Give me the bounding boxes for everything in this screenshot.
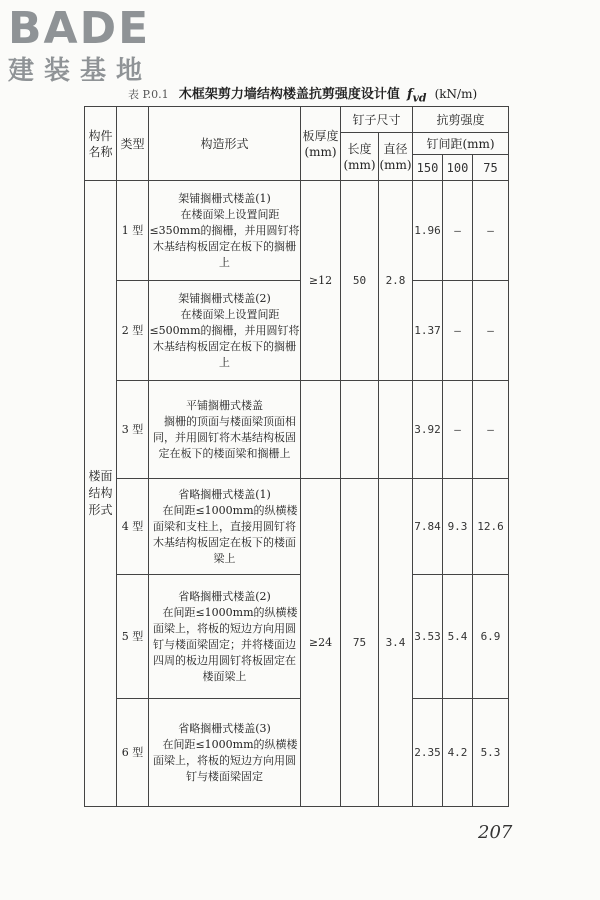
symbol-subscript: vd <box>412 91 427 105</box>
construction-cell <box>149 281 301 381</box>
construction-title: 架铺搁栅式楼盖(2) <box>178 291 271 305</box>
thickness-cell: ≥24 <box>301 479 341 807</box>
table-row <box>85 381 509 479</box>
type-cell: 4 型 <box>117 479 149 575</box>
type-cell: 5 型 <box>117 575 149 699</box>
table-row <box>85 479 509 575</box>
table-number: 表 P.0.1 <box>128 88 169 101</box>
strength-75-cell: 6.9 <box>473 575 509 699</box>
strength-100-cell: 4.2 <box>443 699 473 807</box>
page-number: 207 <box>478 822 513 843</box>
construction-cell <box>149 699 301 807</box>
strength-150-cell: 2.35 <box>413 699 443 807</box>
strength-100-cell: 9.3 <box>443 479 473 575</box>
strength-150-cell: 1.96 <box>413 181 443 281</box>
construction-title: 省略搁栅式楼盖(3) <box>178 721 271 735</box>
header-spacing-75: 75 <box>473 155 509 181</box>
diameter-cell: 2.8 <box>379 181 413 381</box>
header-spacing-150: 150 <box>413 155 443 181</box>
table-row <box>85 699 509 807</box>
header-thickness: 板厚度(mm) <box>301 107 341 181</box>
shear-strength-table <box>84 106 509 807</box>
brand-logo <box>8 3 153 86</box>
table-row <box>85 181 509 281</box>
construction-desc: 在楼面梁上设置间距≤350mm的搁栅，并用圆钉将木基结构板固定在板下的搁栅上 <box>149 207 300 269</box>
construction-desc: 在间距≤1000mm的纵横楼面梁上，将板的短边方向用圆钉与楼面梁固定 <box>153 737 298 783</box>
strength-150-cell: 1.37 <box>413 281 443 381</box>
length-cell-empty <box>341 381 379 479</box>
construction-title: 省略搁栅式楼盖(1) <box>178 487 271 501</box>
strength-75-cell: — <box>473 381 509 479</box>
construction-cell <box>149 181 301 281</box>
strength-150-cell: 7.84 <box>413 479 443 575</box>
header-row-1 <box>85 107 509 133</box>
symbol-f: f <box>406 87 413 102</box>
construction-title: 省略搁栅式楼盖(2) <box>178 589 271 603</box>
length-cell: 75 <box>341 479 379 807</box>
strength-100-cell: — <box>443 381 473 479</box>
type-cell: 2 型 <box>117 281 149 381</box>
length-cell: 50 <box>341 181 379 381</box>
strength-75-cell: — <box>473 181 509 281</box>
table-row <box>85 281 509 381</box>
construction-desc: 在间距≤1000mm的纵横楼面梁和支柱上，直接用圆钉将木基结构板固定在板下的楼面梁上 <box>153 503 298 565</box>
header-nail-size: 钉子尺寸 <box>341 107 413 133</box>
header-strength: 抗剪强度 <box>413 107 509 133</box>
strength-100-cell: — <box>443 181 473 281</box>
table-title: 木框架剪力墙结构楼盖抗剪强度设计值 <box>178 87 400 102</box>
strength-150-cell: 3.53 <box>413 575 443 699</box>
header-spacing: 钉间距(mm) <box>413 133 509 155</box>
strength-100-cell: 5.4 <box>443 575 473 699</box>
strength-75-cell: — <box>473 281 509 381</box>
header-construction: 构造形式 <box>149 107 301 181</box>
construction-cell <box>149 381 301 479</box>
table-caption <box>128 83 588 105</box>
diameter-cell-empty <box>379 381 413 479</box>
diameter-cell: 3.4 <box>379 479 413 807</box>
type-cell: 1 型 <box>117 181 149 281</box>
thickness-cell: ≥12 <box>301 181 341 381</box>
header-spacing-100: 100 <box>443 155 473 181</box>
construction-title: 架铺搁栅式楼盖(1) <box>178 191 271 205</box>
construction-desc: 在楼面梁上设置间距≤500mm的搁栅，并用圆钉将木基结构板固定在板下的搁栅上 <box>149 307 300 369</box>
strength-75-cell: 5.3 <box>473 699 509 807</box>
construction-title: 平铺搁栅式楼盖 <box>186 398 263 412</box>
strength-100-cell: — <box>443 281 473 381</box>
type-cell: 6 型 <box>117 699 149 807</box>
construction-cell <box>149 575 301 699</box>
table-unit: (kN/m) <box>434 87 478 101</box>
logo-subtitle: 建装基地 <box>8 56 153 86</box>
construction-desc: 搁栅的顶面与楼面梁顶面相同，并用圆钉将木基结构板固定在板下的楼面梁和搁栅上 <box>153 414 296 460</box>
table-row <box>85 575 509 699</box>
construction-cell <box>149 479 301 575</box>
thickness-cell-empty <box>301 381 341 479</box>
logo-wordmark: BADE <box>8 3 151 54</box>
header-diameter: 直径(mm) <box>379 133 413 181</box>
construction-desc: 在间距≤1000mm的纵横楼面梁上，将板的短边方向用圆钉与楼面梁固定；并将楼面边四周的板边用圆钉将板固定在楼面梁上 <box>153 605 298 683</box>
type-cell: 3 型 <box>117 381 149 479</box>
formula-symbol <box>406 87 427 105</box>
strength-75-cell: 12.6 <box>473 479 509 575</box>
component-name-cell: 楼面结构形式 <box>85 181 117 807</box>
header-length: 长度(mm) <box>341 133 379 181</box>
strength-150-cell: 3.92 <box>413 381 443 479</box>
header-type: 类型 <box>117 107 149 181</box>
header-component: 构件名称 <box>85 107 117 181</box>
